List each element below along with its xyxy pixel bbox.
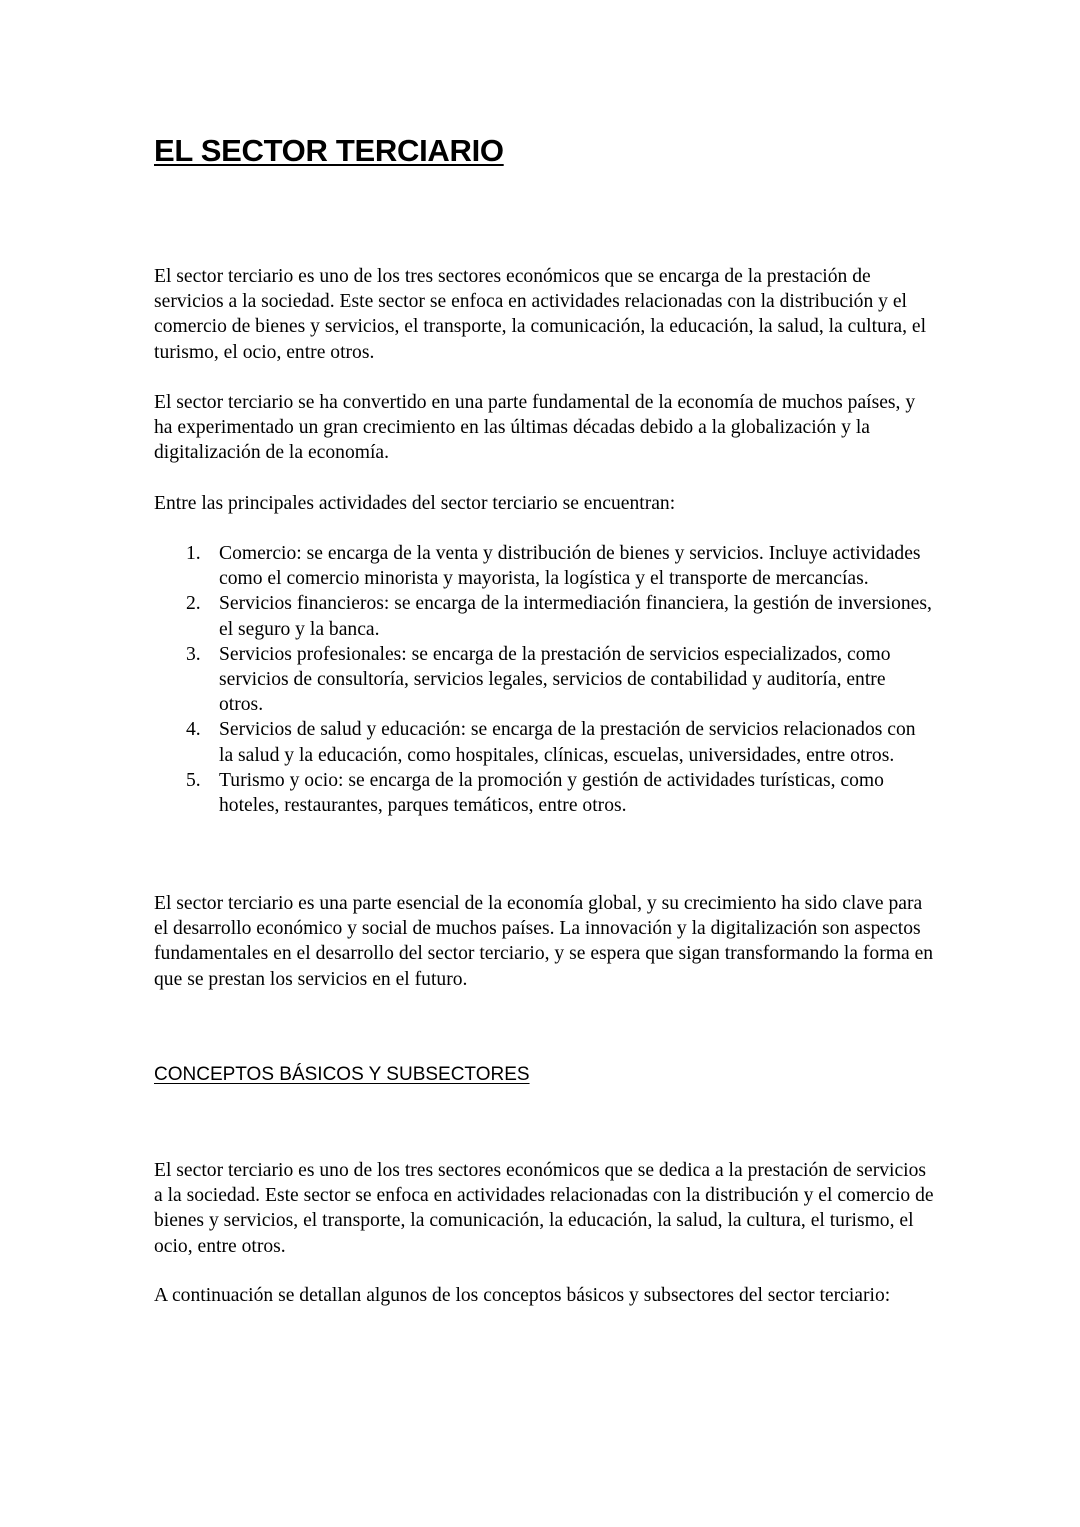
list-item-text: Servicios profesionales: se encarga de la prestación de servicios especializados, como servicios de consultoría, servicios legales, servicios de contabilidad y auditoría, entre otros.: [219, 643, 891, 716]
list-item-number: 2.: [186, 593, 201, 615]
intro-paragraph-1: El sector terciario es uno de los tres sectores económicos que se encarga de la prestación de servicios a la sociedad. Este sector se enfoca en actividades relacionadas con la distribución y el comercio de bienes y servicios, el transporte, la comunicación, la educación, la salud, la cultura, el turismo, el ocio, entre otros.: [154, 266, 927, 363]
list-item: [154, 591, 934, 641]
list-item-text: Comercio: se encarga de la venta y distribución de bienes y servicios. Incluye actividades como el comercio minorista y mayorista, la logística y el transporte de mercancías.: [219, 543, 921, 590]
list-item-number: 4.: [186, 719, 201, 741]
section-paragraph-1: El sector terciario es uno de los tres sectores económicos que se dedica a la prestación de servicios a la sociedad. Este sector se enfoca en actividades relacionadas con la distribución y el comercio de bienes y servicios, el transporte, la comunicación, la educación, la salud, la cultura, el turismo, el ocio, entre otros.: [154, 1160, 934, 1257]
list-item-text: Turismo y ocio: se encarga de la promoción y gestión de actividades turísticas, como hoteles, restaurantes, parques temáticos, entre otros.: [219, 769, 884, 817]
list-item: [154, 717, 934, 767]
list-item: [154, 642, 934, 718]
list-item-number: 1.: [186, 543, 201, 564]
list-item: [154, 541, 934, 591]
list-item-number: 5.: [186, 769, 201, 791]
list-item-text: Servicios de salud y educación: se encarga de la prestación de servicios relacionados con la salud y la educación, como hospitales, clínicas, escuelas, universidades, entre otros.: [219, 719, 916, 766]
section-heading: CONCEPTOS BÁSICOS Y SUBSECTORES: [154, 1064, 530, 1085]
intro-paragraph-3: Entre las principales actividades del sector terciario se encuentran:: [154, 493, 676, 514]
activities-list: [154, 541, 934, 818]
list-item-text: Servicios financieros: se encarga de la intermediación financiera, la gestión de inversiones, el seguro y la banca.: [219, 593, 932, 640]
intro-paragraph-2: El sector terciario se ha convertido en una parte fundamental de la economía de muchos países, y ha experimentado un gran crecimiento en las últimas décadas debido a la globalización y la digitalización de la economía.: [154, 392, 916, 464]
list-item-number: 3.: [186, 643, 201, 665]
closing-paragraph: El sector terciario es una parte esencial de la economía global, y su crecimiento ha sido clave para el desarrollo económico y social de muchos países. La innovación y la digitalización son aspectos fundamentales en el desarrollo del sector terciario, y se espera que sigan transformando la forma en que se prestan los servicios en el futuro.: [154, 893, 934, 990]
page-title: EL SECTOR TERCIARIO: [154, 133, 504, 168]
list-item: [154, 768, 934, 818]
section-paragraph-2: A continuación se detallan algunos de los conceptos básicos y subsectores del sector terciario:: [154, 1285, 891, 1306]
